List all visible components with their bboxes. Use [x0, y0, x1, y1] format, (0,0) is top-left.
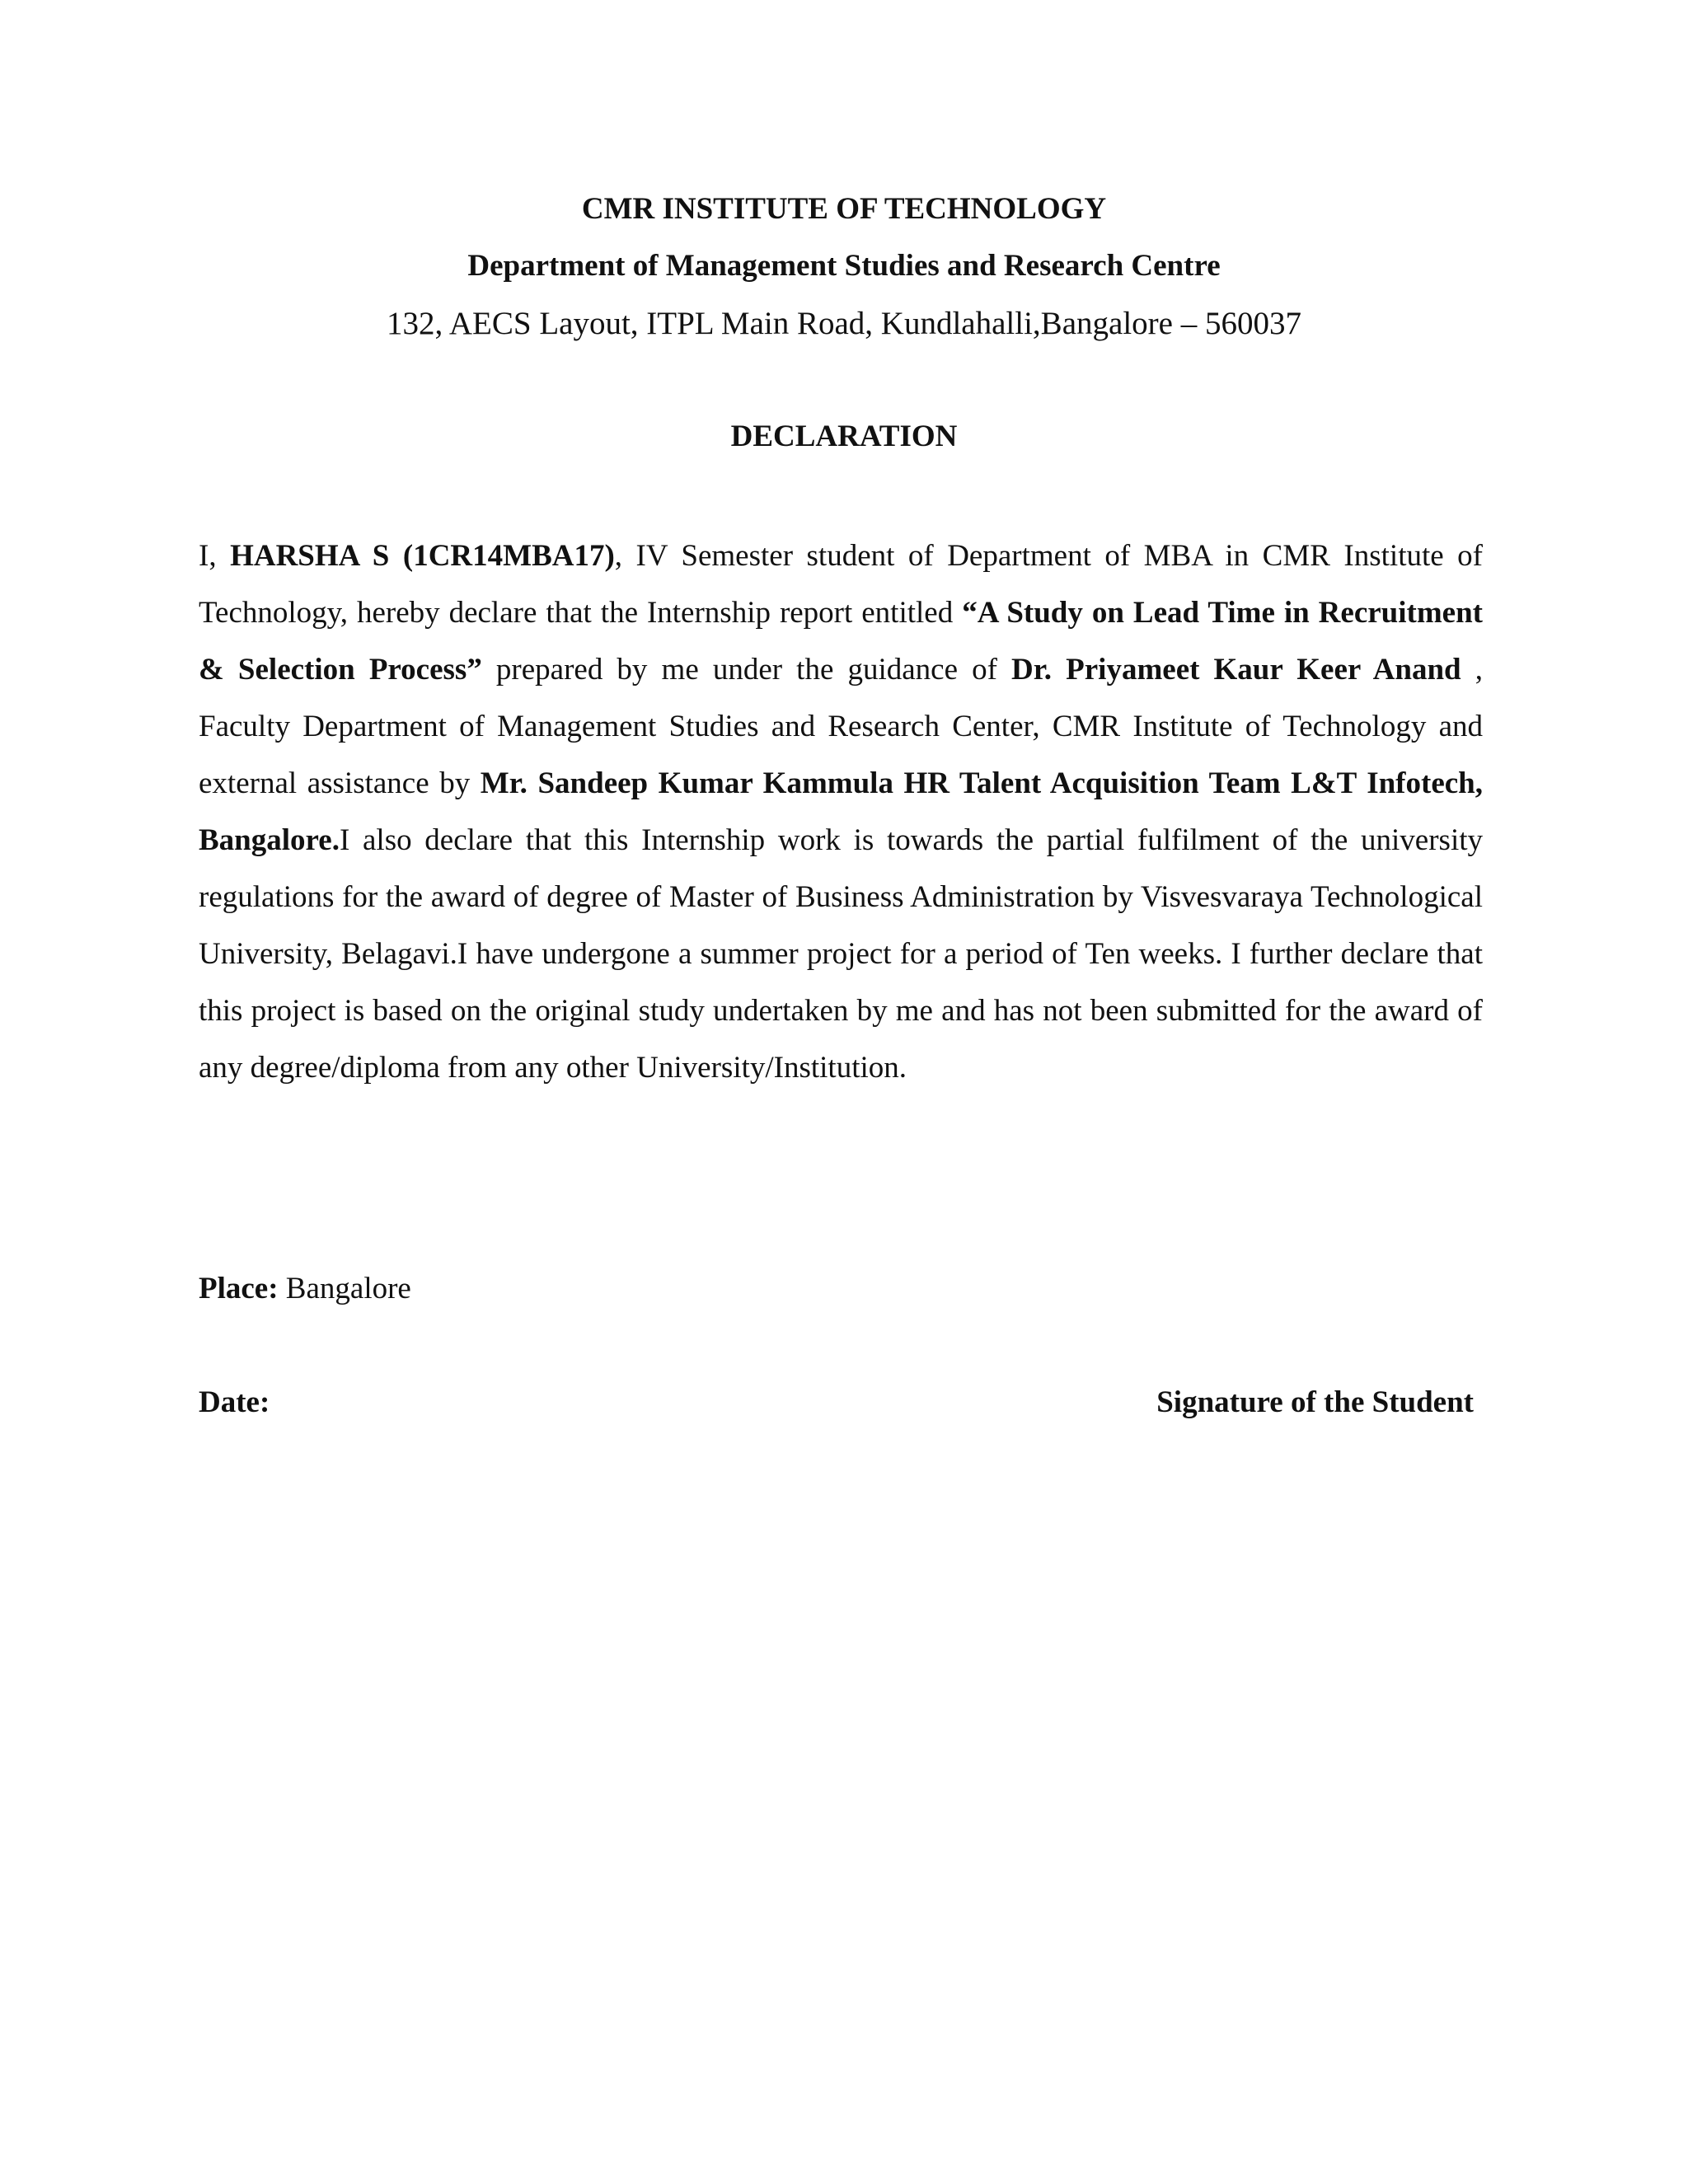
signature-label: Signature of the Student [1156, 1385, 1474, 1419]
date-label: Date: [199, 1385, 270, 1419]
declaration-part-3: , Faculty Department of Management Studies and Research Center, CMR Institute of Technology and external assistance by [199, 653, 1483, 800]
report-title: “A Study on Lead Time in Recruitment & Selection Process” [199, 596, 1483, 687]
institution-address: 132, AECS Layout, ITPL Main Road, Kundlahalli,Bangalore – 560037 [387, 306, 1301, 341]
declaration-intro: I, [199, 539, 231, 573]
declaration-part-4: I also declare that this Internship work is towards the partial fulfilment of the university regulations for the award of degree of Master of Business Administration by Visvesvaraya Technological University, Belagavi.I have undergone a summer project for a period of Ten weeks. I further declare that this project is based on the original study undertaken by me and has not been submitted for the award of any degree/diploma from any other University/Institution. [199, 823, 1483, 1085]
student-name: HARSHA S (1CR14MBA17) [230, 539, 615, 573]
external-guide: Mr. Sandeep Kumar Kammula HR Talent Acquisition Team L&T Infotech, Bangalore. [199, 766, 1483, 857]
page-title: DECLARATION [730, 419, 958, 453]
declaration-paragraph [199, 527, 1483, 1096]
declaration-part-1: , IV Semester student of Department of MBA in CMR Institute of Technology, hereby declare that the Internship report entitled [199, 539, 1483, 630]
place-line [199, 1271, 411, 1306]
institution-name: CMR INSTITUTE OF TECHNOLOGY [581, 192, 1107, 226]
guide-name: Dr. Priyameet Kaur Keer Anand [1011, 653, 1461, 687]
department-name: Department of Management Studies and Research Centre [467, 249, 1221, 283]
place-value: Bangalore [278, 1272, 411, 1305]
declaration-part-2: prepared by me under the guidance of [481, 653, 1012, 687]
place-label: Place: [199, 1272, 279, 1305]
